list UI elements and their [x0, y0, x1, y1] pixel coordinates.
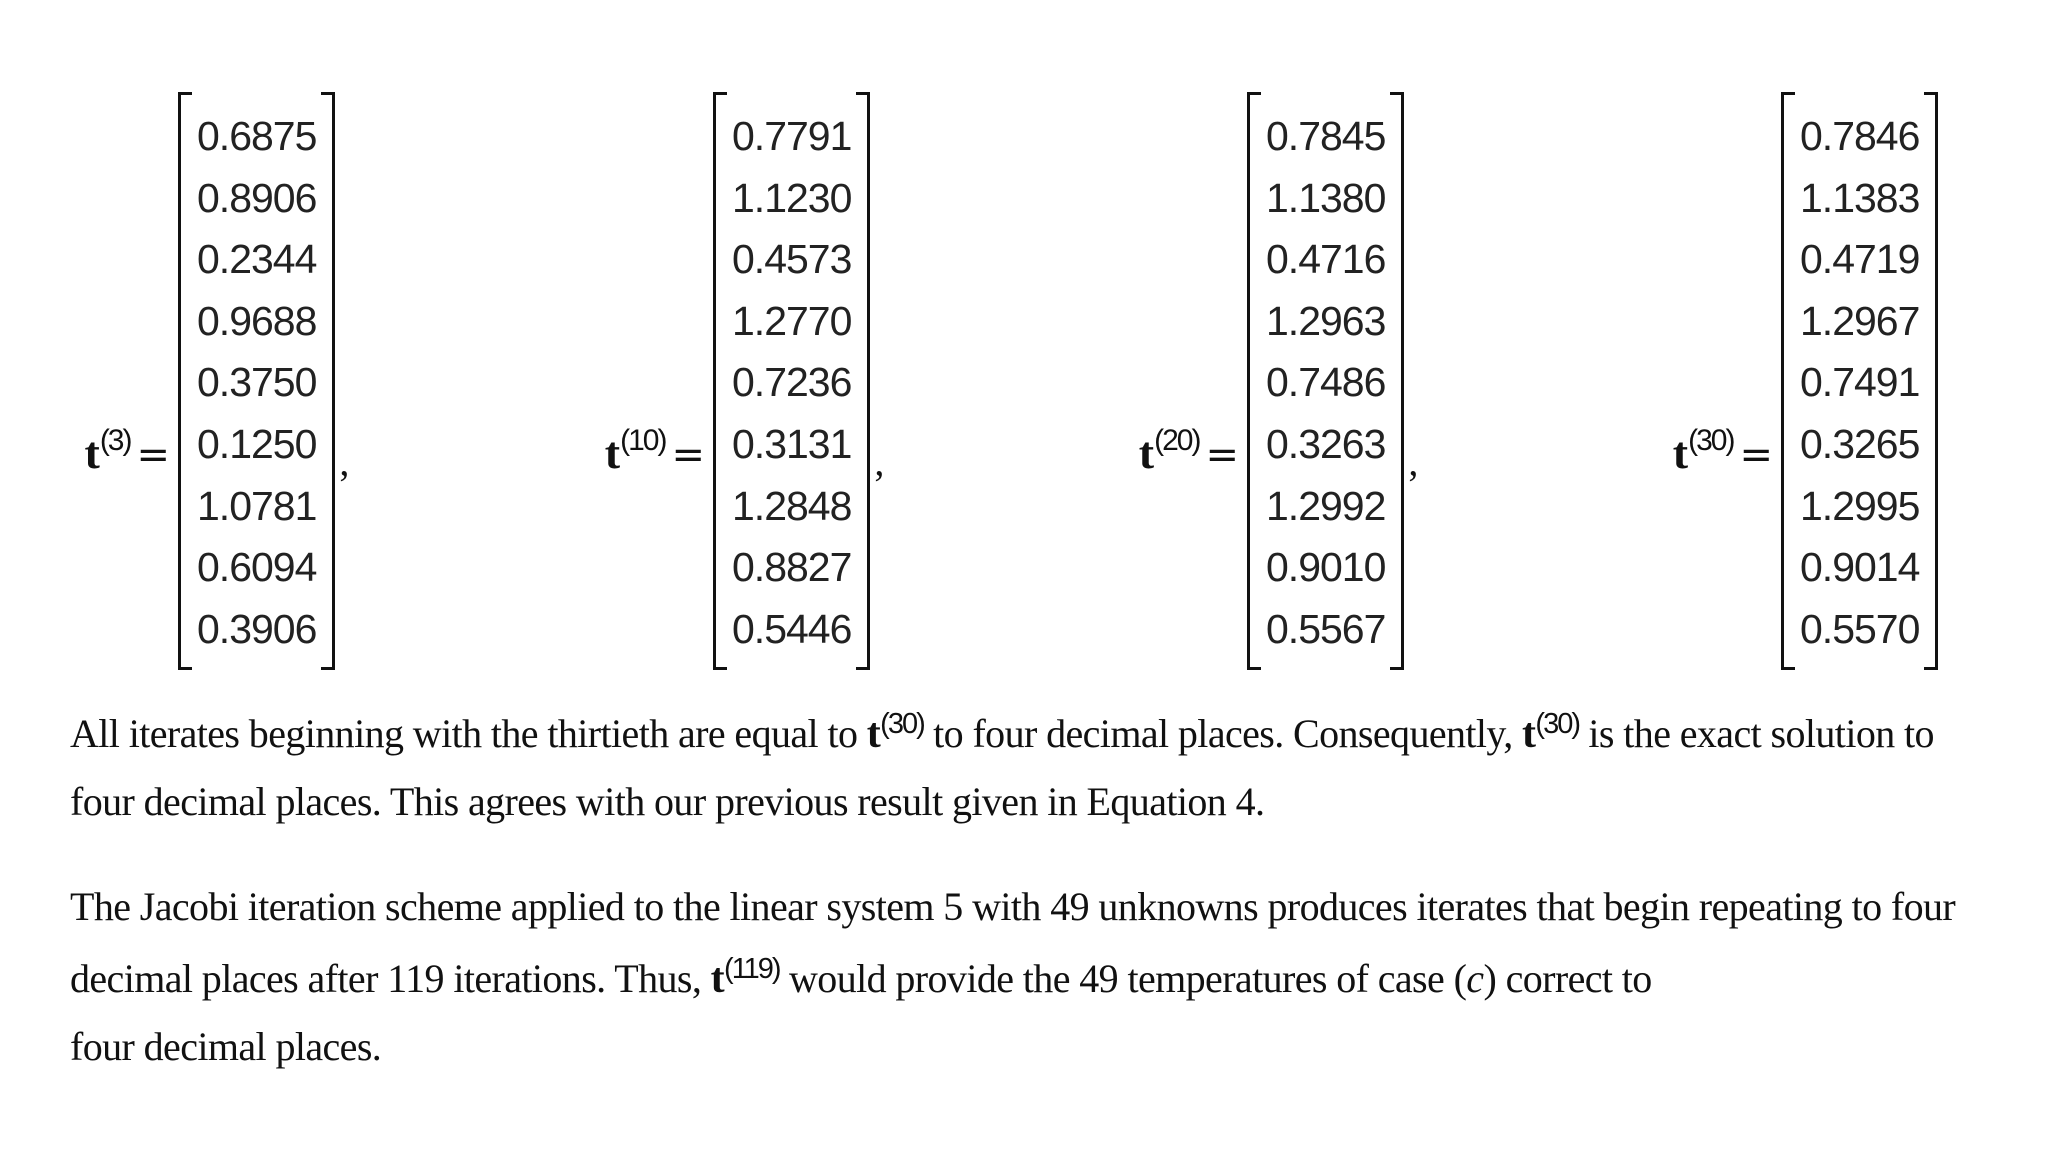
vector-entry: 0.4716: [1266, 236, 1386, 283]
vector-entry: 1.2995: [1800, 482, 1920, 529]
equals-sign: =: [1739, 432, 1773, 478]
vector-symbol: t: [866, 711, 881, 757]
vector-entry: 0.3750: [197, 359, 317, 406]
vector-symbol: t: [1672, 427, 1689, 478]
iterate-t10-label: [605, 426, 705, 476]
paragraph-text: would provide the 49 temperatures of case (: [779, 956, 1467, 1001]
vector-entry: 1.1230: [732, 174, 852, 221]
column-vector-t10: [713, 92, 870, 670]
vector-entry: 0.3131: [732, 420, 852, 467]
vector-entry: 1.1383: [1800, 174, 1920, 221]
vector-entry: 1.2848: [732, 482, 852, 529]
vector-entry: 0.3906: [197, 605, 317, 652]
case-letter: c: [1466, 956, 1484, 1001]
vector-entry: 0.5567: [1266, 605, 1386, 652]
paragraph-text: to four decimal places. Consequently,: [923, 711, 1523, 756]
paragraph-text: All iterates beginning with the thirtieth are equal to: [70, 711, 867, 756]
vector-entry: 0.6094: [197, 544, 317, 591]
iterate-t3-block: [84, 92, 350, 672]
vector-entry: 0.4719: [1800, 236, 1920, 283]
equals-sign: =: [671, 432, 705, 478]
vector-entry: 0.4573: [732, 236, 852, 283]
iterate-t30-block: [1672, 92, 1938, 672]
iteration-index: (3): [99, 424, 131, 457]
vector-entry: 0.7491: [1800, 359, 1920, 406]
separator-comma: ,: [874, 439, 885, 484]
vector-entry: 0.8827: [732, 544, 852, 591]
vector-entry: 0.1250: [197, 420, 317, 467]
vector-entry: 1.1380: [1266, 174, 1386, 221]
iteration-index: (10): [620, 424, 666, 457]
equals-sign: =: [1205, 432, 1239, 478]
column-vector-t20: [1247, 92, 1404, 670]
vector-entry: 0.5446: [732, 605, 852, 652]
vector-entry: 0.8906: [197, 174, 317, 221]
vector-entry: 0.2344: [197, 236, 317, 283]
paragraph-convergence: [70, 690, 1970, 836]
vector-entry: 0.7791: [732, 113, 852, 159]
vector-entry: 0.9688: [197, 297, 317, 344]
vector-entry: 0.6875: [197, 113, 317, 159]
paragraph-text: is the exact solution to four decimal places. This agrees with our previous result given in Equation 4.: [70, 711, 1934, 824]
column-vector-t3: [178, 92, 335, 670]
paragraph-text: ) correct to: [1483, 956, 1652, 1001]
iteration-index: (30): [1535, 708, 1579, 740]
vector-entry: 1.2967: [1800, 297, 1920, 344]
paragraph-jacobi: [70, 876, 1970, 1078]
iterate-t30-label: [1673, 426, 1773, 476]
vector-entry: 1.2963: [1266, 297, 1386, 344]
vector-symbol: t: [710, 956, 725, 1002]
vector-entry: 0.7846: [1800, 113, 1920, 159]
paragraph-text: four decimal places.: [70, 1024, 382, 1069]
vector-symbol: t: [1138, 427, 1155, 478]
vector-entry: 1.0781: [197, 482, 317, 529]
iterate-t20-block: [1138, 92, 1419, 672]
column-vector-t30: [1781, 92, 1938, 670]
iteration-index: (30): [880, 708, 924, 740]
iteration-index: (30): [1688, 424, 1734, 457]
equals-sign: =: [136, 432, 170, 478]
vector-symbol: t: [84, 427, 100, 478]
vector-entry: 0.7486: [1266, 359, 1386, 406]
vector-symbol: t: [604, 427, 621, 478]
vector-entry: 0.7236: [732, 359, 852, 406]
vector-entry: 0.3265: [1800, 420, 1920, 467]
separator-comma: ,: [1408, 439, 1419, 484]
iterate-t20-label: [1139, 426, 1239, 476]
vector-symbol: t: [1522, 711, 1536, 757]
vector-entry: 0.9010: [1266, 544, 1386, 591]
separator-comma: ,: [339, 439, 350, 484]
paragraph-text: The Jacobi iteration scheme applied to the linear system 5 with 49 unknowns produces iterates that begin repeating to four decimal places after 119 iterations. Thus,: [70, 884, 1956, 1001]
iteration-index: (119): [724, 953, 780, 985]
vector-entry: 0.9014: [1800, 544, 1920, 591]
iterate-t3-label: [84, 426, 170, 476]
vector-entry: 1.2770: [732, 297, 852, 344]
vector-entry: 1.2992: [1266, 482, 1386, 529]
vector-entry: 0.7845: [1266, 113, 1386, 159]
vector-entry: 0.5570: [1800, 605, 1920, 652]
vector-entry: 0.3263: [1266, 420, 1386, 467]
iterate-t10-block: [604, 92, 885, 672]
iteration-index: (20): [1154, 424, 1200, 457]
